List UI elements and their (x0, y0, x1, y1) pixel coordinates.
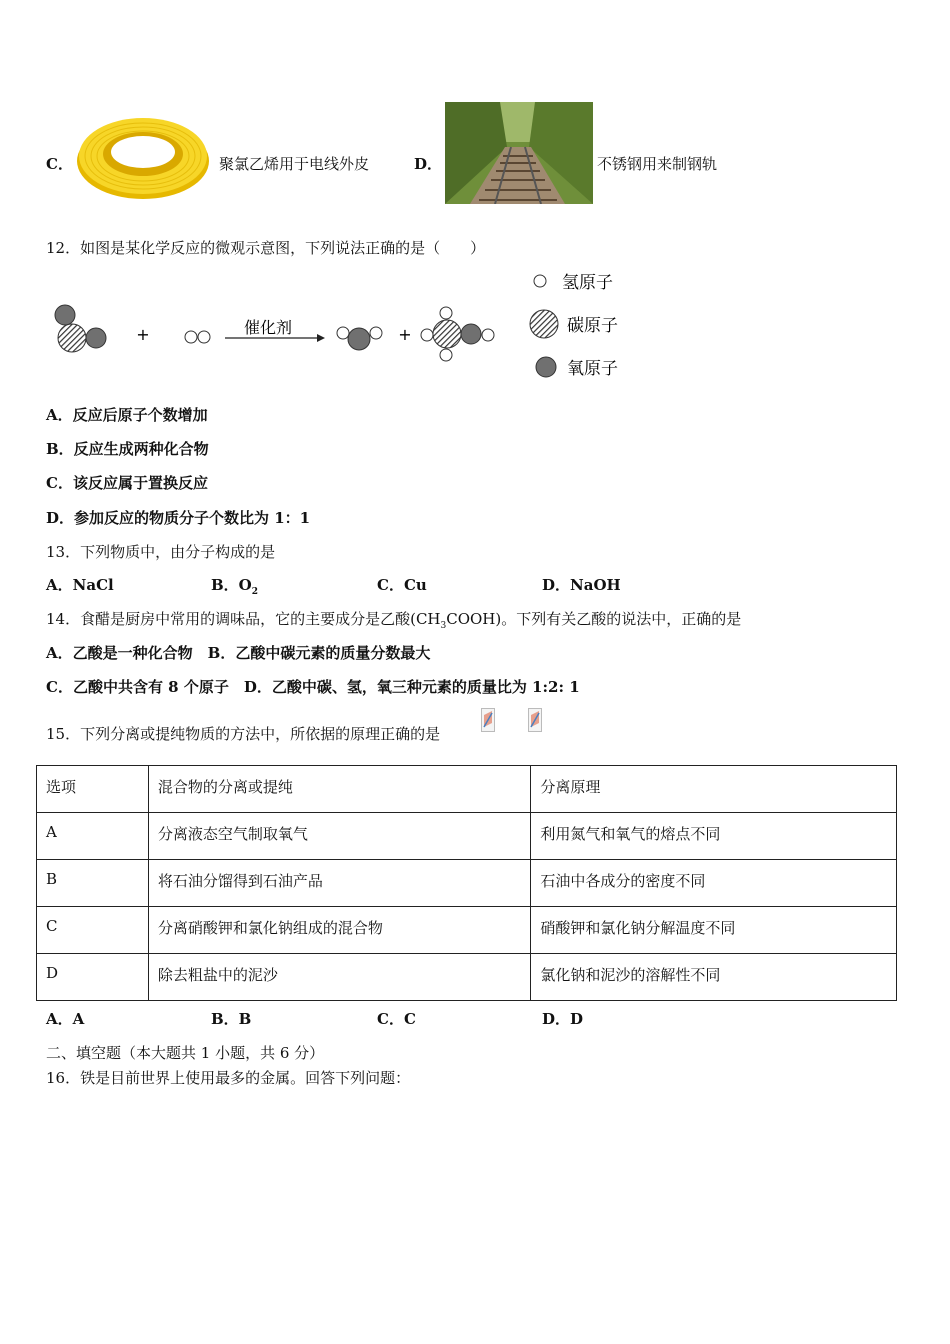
q13-stem: 13．下列物质中，由分子构成的是 (46, 543, 276, 561)
broken-image-icon (481, 708, 495, 732)
q13-option-c: C．Cu (377, 576, 427, 594)
carbon-legend-icon (530, 310, 558, 338)
q11-option-d-text: 不锈钢用来制钢轨 (597, 155, 718, 173)
q11-option-c-letter: C． (46, 155, 73, 173)
reaction-diagram (40, 265, 640, 385)
q11-option-d-letter: D． (414, 155, 443, 173)
table-cell: 除去粗盐中的泥沙 (148, 954, 531, 1001)
table-header-row (37, 766, 897, 813)
oxygen-legend-icon (536, 357, 556, 377)
broken-image-icon (528, 708, 542, 732)
table-row (37, 813, 897, 860)
table-header-cell: 选项 (37, 766, 149, 813)
railway-image (445, 102, 593, 204)
table-row (37, 907, 897, 954)
product-molecule-1 (337, 327, 382, 350)
table-cell: 石油中各成分的密度不同 (531, 860, 897, 907)
plus-sign-1: + (136, 325, 150, 344)
table-row (37, 860, 897, 907)
legend-carbon: 碳原子 (567, 316, 618, 336)
table-header-cell: 分离原理 (531, 766, 897, 813)
q12-stem: 12．如图是某化学反应的微观示意图，下列说法正确的是（ ） (46, 239, 486, 257)
table-cell: 利用氮气和氧气的熔点不同 (531, 813, 897, 860)
q15-answer-c: C．C (377, 1010, 416, 1028)
legend-hydrogen: 氢原子 (562, 273, 613, 293)
q14-options-line-1: A．乙酸是一种化合物 B．乙酸中碳元素的质量分数最大 (46, 644, 431, 662)
catalyst-label: 催化剂 (243, 318, 293, 337)
reactant-molecule-2 (185, 331, 210, 343)
product-molecule-2 (421, 307, 494, 361)
q12-option-a: A．反应后原子个数增加 (46, 406, 208, 424)
q16-stem: 16．铁是目前世界上使用最多的金属。回答下列问题： (46, 1069, 411, 1087)
cable-image (73, 106, 213, 204)
section-2-heading: 二、填空题（本大题共 1 小题，共 6 分） (46, 1044, 325, 1062)
q12-option-d: D．参加反应的物质分子个数比为 1：1 (46, 509, 311, 527)
reactant-molecule-1 (55, 305, 106, 352)
table-cell: 硝酸钾和氯化钠分解温度不同 (531, 907, 897, 954)
legend-oxygen: 氧原子 (567, 359, 618, 379)
q15-answer-d: D．D (542, 1010, 584, 1028)
separation-methods-table (36, 765, 897, 1001)
q13-option-b: B．$O_2$ (211, 576, 259, 597)
atom-legend (530, 273, 618, 379)
q12-option-b: B．反应生成两种化合物 (46, 440, 209, 458)
table-cell: 将石油分馏得到石油产品 (148, 860, 531, 907)
table-cell: D (37, 954, 149, 1001)
table-cell: 分离液态空气制取氧气 (148, 813, 531, 860)
table-cell: A (37, 813, 149, 860)
q15-answer-b: B．B (211, 1010, 252, 1028)
table-cell: B (37, 860, 149, 907)
table-cell: 氯化钠和泥沙的溶解性不同 (531, 954, 897, 1001)
table-row (37, 954, 897, 1001)
q14-options-line-2: C．乙酸中共含有 8 个原子 D．乙酸中碳、氢，氧三种元素的质量比为 1:2: 1 (46, 678, 580, 696)
table-cell: 分离硝酸钾和氯化钠组成的混合物 (148, 907, 531, 954)
q13-option-d: D．NaOH (542, 576, 621, 594)
hydrogen-legend-icon (534, 275, 546, 287)
q14-stem: 14．食醋是厨房中常用的调味品，它的主要成分是乙酸$(CH_3COOH)$。下列有关乙酸的说法中，正确的是 (46, 610, 742, 631)
q15-stem: 15．下列分离或提纯物质的方法中，所依据的原理正确的是 (46, 725, 441, 743)
q13-option-a: A．NaCl (46, 576, 114, 594)
plus-sign-2: + (398, 325, 412, 344)
table-header-cell: 混合物的分离或提纯 (148, 766, 531, 813)
q12-option-c: C．该反应属于置换反应 (46, 474, 208, 492)
table-cell: C (37, 907, 149, 954)
q11-option-c-text: 聚氯乙烯用于电线外皮 (219, 155, 370, 173)
q15-answer-a: A．A (46, 1010, 85, 1028)
